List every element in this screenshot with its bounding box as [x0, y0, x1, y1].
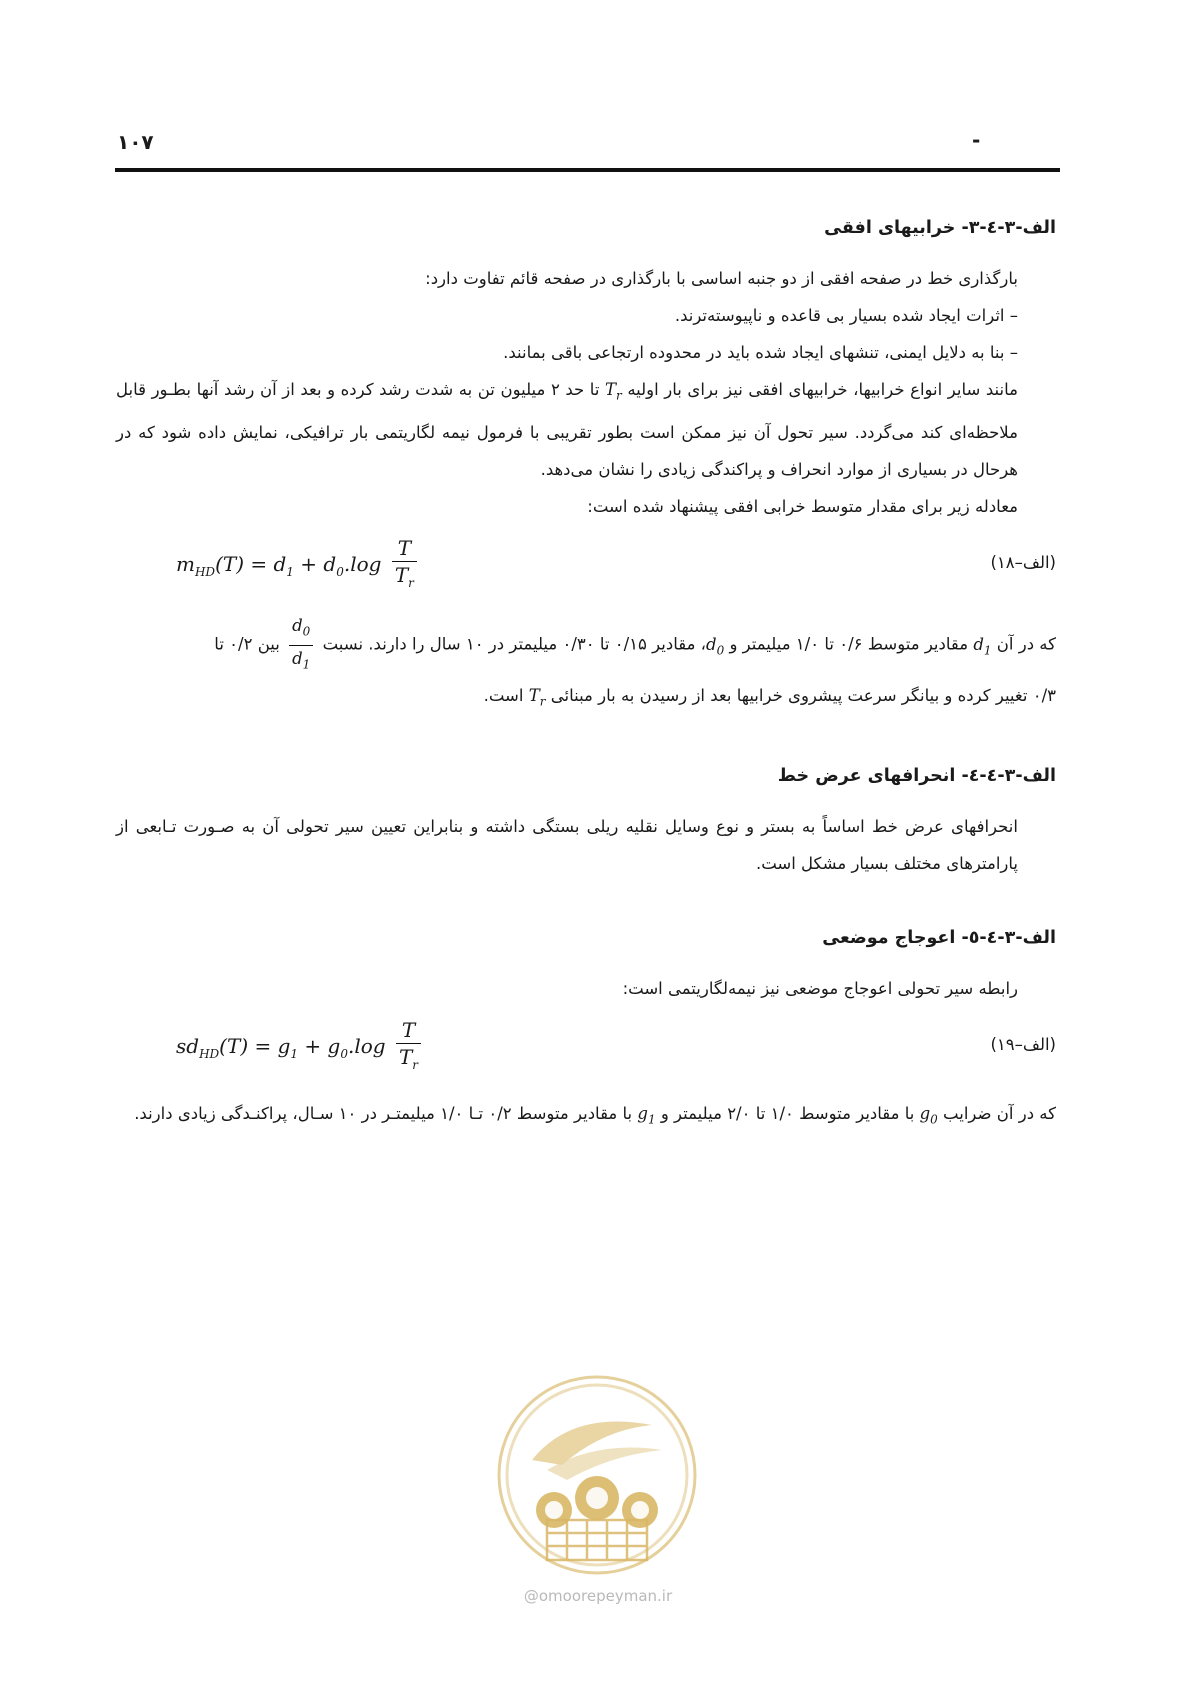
symbol-tr: $T_r$ [604, 380, 622, 403]
equation-a18 [116, 531, 1056, 603]
equation-a18-label: (الف–۱۸) [990, 553, 1056, 573]
section1-intro: بارگذاری خط در صفحه افقی از دو جنبه اساسی با بارگذاری در صفحه قائم تفاوت دارد: [425, 269, 1018, 288]
section1-explanation-cont: ۰/۳ تغییر کرده و بیانگر سرعت پیشروی خرابیها بعد از رسیدن به بار مبنائی $T_r$ است. [483, 685, 1056, 709]
header-rule [115, 168, 1060, 172]
section2-paragraph: انحرافهای عرض خط اساساً به بستر و نوع وسایل نقلیه ریلی بستگی داشته و بنابراین تعیین سیر تحولی آن به صـورت تـابعی از پارامترهای مختلف بسیار مشکل است. [116, 817, 1018, 874]
section3-intro: رابطه سیر تحولی اعوجاج موضعی نیز نیمه‌لگاریتمی است: [622, 979, 1018, 999]
page-number: ۱۰۷ [117, 130, 154, 154]
section1-equation-intro: معادله زیر برای مقدار متوسط خرابی افقی پیشنهاد شده است: [587, 497, 1018, 517]
section3-explanation: که در آن ضرایب $g_0$ با مقادیر متوسط ۱/۰ تا ۲/۰ میلیمتر و $g_1$ با مقادیر متوسط ۰/۲ تـا ۱/۰ میلیمتـر در ۱۰ سـال، پراکنـدگی زیادی دارند. [134, 1104, 1056, 1127]
section1-bullet-2: – بنا به دلایل ایمنی، تنشهای ایجاد شده باید در محدوده ارتجاعی باقی بمانند. [503, 343, 1018, 362]
ratio-d0-d1: $\frac{d_0}{d_1}$ [289, 613, 313, 677]
page-body [116, 200, 1056, 1138]
header-dash: - [972, 128, 981, 152]
equation-a19 [116, 1013, 1056, 1085]
equation-a18-formula: $m_{HD}(T) = d_1 + d_0.\log$ $\frac{T}{T_r}$ [176, 535, 421, 596]
section-title-gauge-deviations: الف-۳-٤-٤- انحرافهای عرض خط [777, 766, 1056, 787]
equation-a19-formula: $sd_{HD}(T) = g_1 + g_0.\log$ $\frac{T}{T_r}$ [176, 1017, 425, 1078]
section-title-horizontal-defects: الف-۳-٤-۳- خرابیهای افقی [824, 218, 1056, 238]
section1-bullet-1: – اثرات ایجاد شده بسیار بی قاعده و ناپیوسته‌ترند. [674, 306, 1018, 325]
equation-a19-label: (الف–۱۹) [990, 1035, 1056, 1055]
section1-paragraph: مانند سایر انواع خرابیها، خرابیهای افقی نیز برای بار اولیه $T_r$ تا حد ۲ میلیون تن به شدت رشد کرده و بعد از آن رشد آنها بطـور قابل ملاحظه‌ای کند می‌گردد. سیر تحول آن نیز ممکن است بطور تقریبی با فرمول نیمه لگاریتمی بار ترافیکی، نمایش داده شود که در هرحال در بسیاری از موارد انحراف و پراکندگی زیادی را نشان می‌دهد. [116, 380, 1018, 480]
watermark-seal-logo [492, 1370, 702, 1580]
watermark-url: @omoorepeyman.ir [523, 1587, 673, 1605]
section1-explanation: که در آن $d_1$ مقادیر متوسط ۰/۶ تا ۱/۰ میلیمتر و $d_0،$ مقادیر ۰/۱۵ تا ۰/۳۰ میلیمتر در ۱۰ سال را دارند. نسبت $\frac{d_0}{d_1}$ بین ۰/۲ تا [116, 613, 1056, 677]
section-title-local-twist: الف-۳-٤-٥- اعوجاج موضعی [822, 928, 1056, 949]
